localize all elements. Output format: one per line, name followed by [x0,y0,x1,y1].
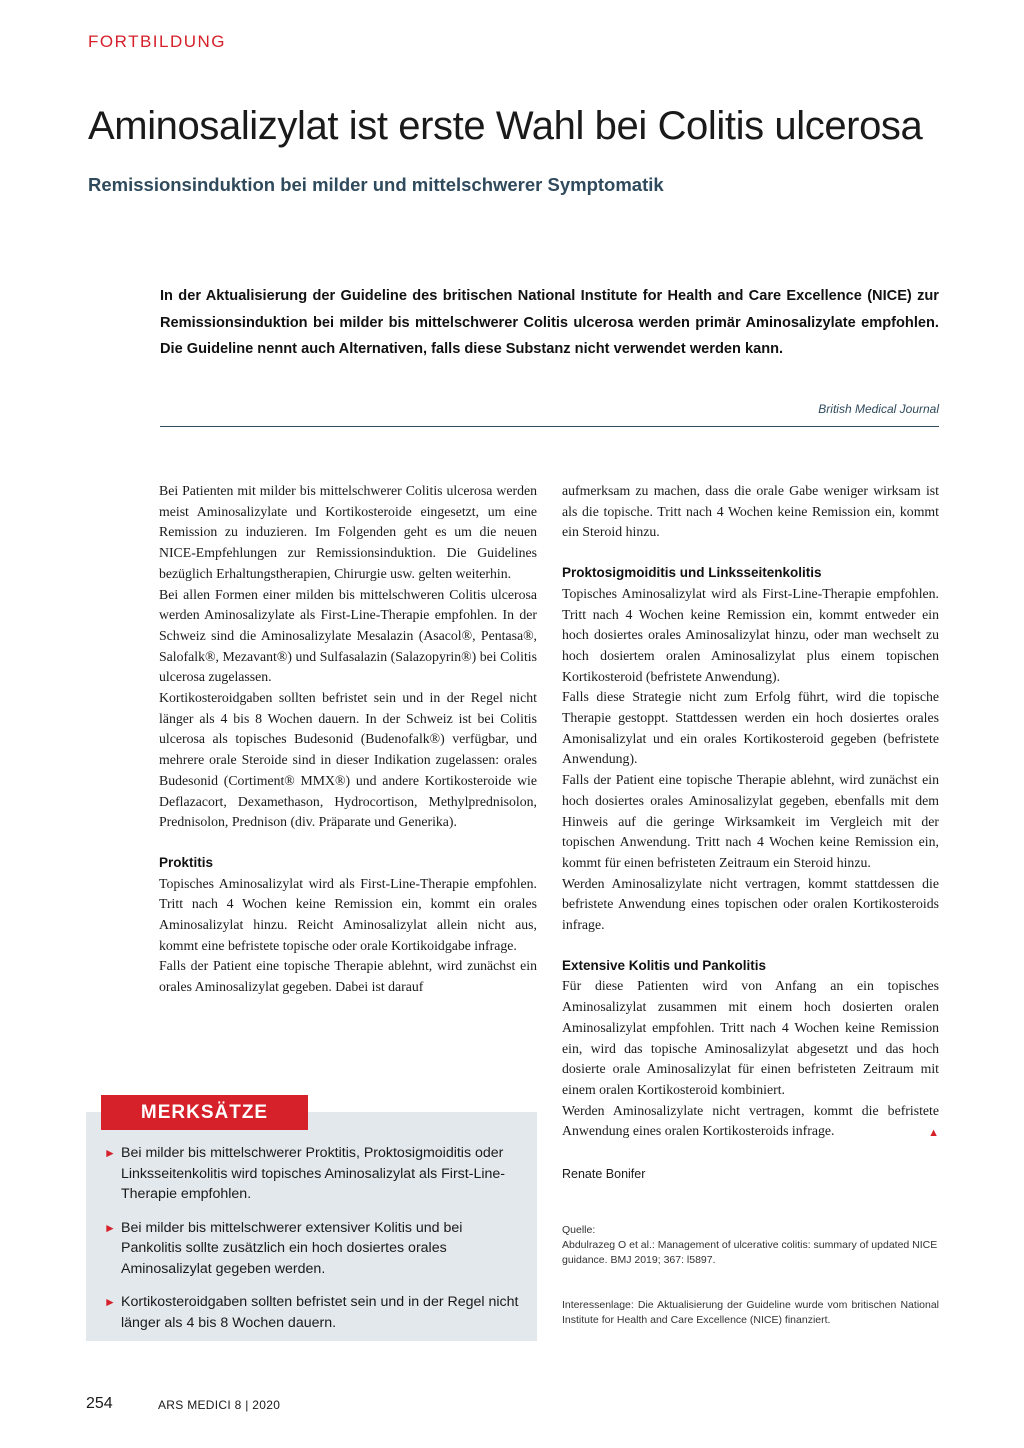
merksatz-text: Bei milder bis mittelschwerer extensiver Kolitis und bei Pankolitis sollte zusätzlich ein hoch dosiertes orales Aminosalizylat gegeben werden. [121,1219,463,1277]
source-block [562,1223,939,1268]
journal-issue: ARS MEDICI 8 | 2020 [158,1398,281,1412]
merksatz-item [104,1218,524,1280]
body-paragraph: Falls der Patient eine topische Therapie ablehnt, wird zunächst ein hoch dosiertes orales Aminosalizylat gegeben, ebenfalls mit dem Hinweis auf die geringe Wirksamkeit im Vergleich mit der topischen Anwendung. Tritt nach 4 Wochen keine Remission ein, kommt für einen befristeten Zeitraum ein Steroid hinzu. [562,772,939,870]
merksaetze-label: MERKSÄTZE [101,1095,308,1130]
source-citation: Abdulrazeg O et al.: Management of ulcerative colitis: summary of updated NICE guidance. BMJ 2019; 367: l5897. [562,1238,938,1266]
body-paragraph: Kortikosteroidgaben sollten befristet sein und in der Regel nicht länger als 4 bis 8 Wochen dauern. In der Schweiz ist bei Colitis ulcerosa als topisches Budesonid (Budenofalk®) verfügbar, und mehrere orale Steroide sind in dieser Indikation zugelassen: orales Budesonid (Cortiment® MMX®) und andere Kortikosteroide wie Deflazacort, Dexamethason, Hydrocortison, Methylprednisolon, Prednisolon, Prednison (div. Präparate und Generika). [159,690,537,830]
lead-paragraph: In der Aktualisierung der Guideline des britischen National Institute for Health and Care Excellence (NICE) zur Remissionsinduktion bei milder bis mittelschwerer Colitis ulcerosa werden primär Aminosalizylate empfohlen. Die Guideline nennt auch Alternativen, falls diese Substanz nicht verwendet werden kann. [160,288,939,357]
end-triangle-icon: ▲ [928,1127,939,1140]
merksatz-text: Bei milder bis mittelschwerer Proktitis, Proktosigmoiditis oder Linksseitenkolitis wird topisches Aminosalizylat als First-Line-Therapie empfohlen. [121,1145,505,1202]
body-paragraph: aufmerksam zu machen, dass die orale Gabe weniger wirksam ist als die topische. Tritt nach 4 Wochen keine Remission ein, kommt ein Steroid hinzu. [562,483,939,540]
body-paragraph: Falls der Patient eine topische Therapie ablehnt, wird zunächst ein orales Aminosalizylat gegeben. Dabei ist darauf [159,958,537,995]
article-subtitle: Remissionsinduktion bei milder und mittelschwerer Symptomatik [88,174,664,195]
body-paragraph: Topisches Aminosalizylat wird als First-Line-Therapie empfohlen. Tritt nach 4 Wochen keine Remission ein, kommt entweder ein hoch dosiertes orales Aminosalizylat hinzu, oder man wechselt zu hoch dosiertem oralen Aminosalizylat plus einem topischen Kortikosteroid (befristete Anwendung). [562,585,939,684]
body-paragraph: Bei allen Formen einer milden bis mittelschweren Colitis ulcerosa werden Aminosalizylate als First-Line-Therapie empfohlen. In der Schweiz sind die Aminosalizylate Mesalazin (Asacol®, Pentasa®, Salofalk®, Mezavant®) und Sulfasalazin (Salazopyrin®) bei Colitis ulcerosa zugelassen. [159,586,537,685]
body-paragraph: Falls diese Strategie nicht zum Erfolg führt, wird die topische Therapie gestoppt. Stattdessen werden ein hoch dosiertes orales Amonisalizylat und ein orales Kortikosteroid gegeben (befristete Anwendung). [562,689,939,767]
body-paragraph: Für diese Patienten wird von Anfang an ein topisches Aminosalizylat zusammen mit einem hoch dosierten oralen Aminosalizylat empfohlen. Tritt nach 4 Wochen keine Remission ein, wird das topische Aminosalizylat abgesetzt und das hoch dosierte orale Aminosalizylat für einen befristeten Zeitraum mit einem oralen Kortikosteroid kombiniert. [562,978,939,1097]
section-heading-extensive: Extensive Kolitis und Pankolitis [562,957,767,973]
merksaetze-list [104,1143,524,1346]
source-label: Quelle: [562,1223,596,1236]
bullet-triangle-icon: ► [104,1295,116,1309]
body-paragraph [562,1101,939,1142]
merksatz-text: Kortikosteroidgaben sollten befristet sein und in der Regel nicht länger als 4 bis 8 Wochen dauern. [121,1294,519,1331]
body-column-left [159,481,537,998]
merksatz-item [104,1292,524,1333]
body-paragraph: Topisches Aminosalizylat wird als First-Line-Therapie empfohlen. Tritt nach 4 Wochen keine Remission ein, kommt ein orales Aminosalizylat hinzu. Reicht Aminosalizylat allein nicht aus, kommt eine befristete topische oder orale Kortikoidgabe infrage. [159,875,537,953]
lead-divider [160,426,939,427]
article-title: Aminosalizylat ist erste Wahl bei Colitis ulcerosa [88,104,923,148]
body-column-right [562,481,939,1329]
page-number: 254 [86,1395,113,1412]
section-heading-proktitis: Proktitis [159,854,214,870]
body-text: Werden Aminosalizylate nicht vertragen, kommt die befristete Anwendung eines oralen Kortikosteroids infrage. [562,1102,939,1139]
body-paragraph: Bei Patienten mit milder bis mittelschwerer Colitis ulcerosa werden meist Aminosalizylate und Kortikosteroide eingesetzt, um eine Remission zu induzieren. Im Folgenden geht es um die neuen NICE-Empfehlungen zur Remissionsinduktion. Die Guidelines bezüglich Erhaltungstherapien, Chirurgie usw. gelten weiterhin. [159,483,537,581]
body-paragraph: Werden Aminosalizylate nicht vertragen, kommt stattdessen die befristete Anwendung eines topischen oder oralen Kortikosteroids infrage. [562,875,939,933]
author-name: Renate Bonifer [562,1167,646,1182]
lead-source: British Medical Journal [818,402,939,416]
bullet-triangle-icon: ► [104,1146,116,1160]
bullet-triangle-icon: ► [104,1220,116,1235]
conflict-of-interest: Interessenlage: Die Aktualisierung der Guideline wurde vom britischen National Institute for Health and Care Excellence (NICE) finanziert. [562,1298,939,1327]
section-heading-proktosigmoiditis: Proktosigmoiditis und Linksseitenkolitis [562,565,822,581]
section-label: FORTBILDUNG [88,32,227,51]
merksatz-item [104,1143,524,1205]
